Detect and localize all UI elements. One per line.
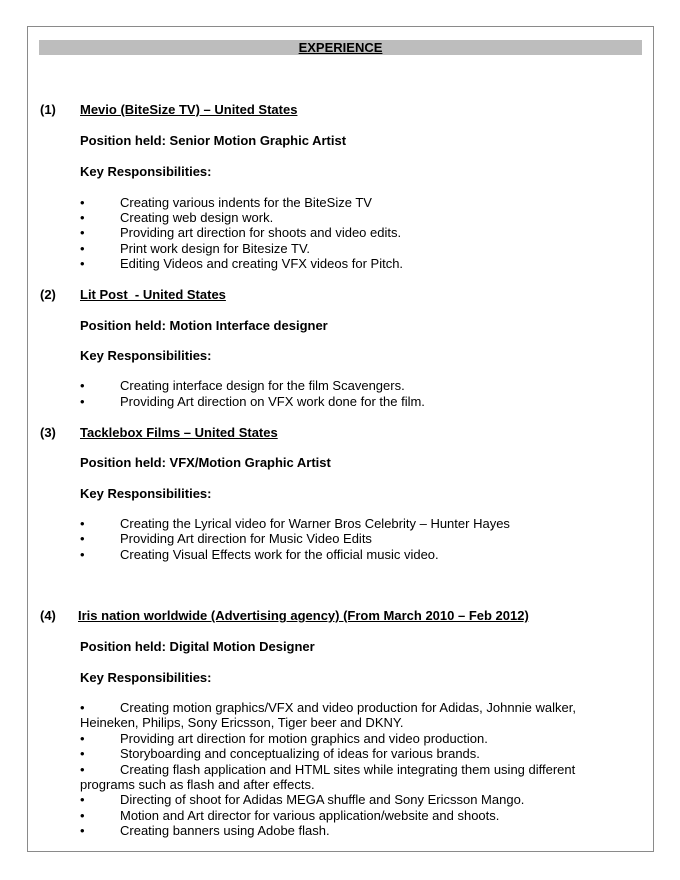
responsibility-item: Motion and Art director for various application/website and shoots. [120,808,500,823]
bullet-icon: • [80,731,85,746]
job-company: Lit Post - United States [80,287,226,302]
bullet-icon: • [80,195,85,210]
job-company: Iris nation worldwide (Advertising agency) (From March 2010 – Feb 2012) [78,608,529,623]
bullet-icon: • [80,378,85,393]
bullet-icon: • [80,762,85,777]
responsibility-item: Creating interface design for the film Scavengers. [120,378,405,393]
section-title: EXPERIENCE [298,40,383,55]
responsibility-item: Creating banners using Adobe flash. [120,823,330,838]
responsibility-item: Print work design for Bitesize TV. [120,241,311,256]
responsibility-item: Providing art direction for motion graphics and video production. [120,731,488,746]
responsibilities-heading: Key Responsibilities: [80,348,212,363]
bullet-icon: • [80,394,85,409]
bullet-icon: • [80,808,85,823]
bullet-icon: • [80,792,85,807]
responsibility-item: Creating Visual Effects work for the official music video. [120,547,439,562]
section-header-bar [39,40,642,55]
responsibilities-heading: Key Responsibilities: [80,486,212,501]
job-position: Position held: Motion Interface designer [80,318,328,333]
responsibility-item: Creating the Lyrical video for Warner Bros Celebrity – Hunter Hayes [120,516,510,531]
job-company: Mevio (BiteSize TV) – United States [80,102,298,117]
bullet-icon: • [80,256,85,271]
bullet-icon: • [80,531,85,546]
responsibility-item: Creating flash application and HTML sites while integrating them using different [120,762,576,777]
job-position: Position held: Digital Motion Designer [80,639,315,654]
bullet-icon: • [80,547,85,562]
responsibility-item: Creating motion graphics/VFX and video production for Adidas, Johnnie walker, [120,700,576,715]
responsibilities-heading: Key Responsibilities: [80,670,212,685]
job-position: Position held: Senior Motion Graphic Artist [80,133,347,148]
responsibility-item: Storyboarding and conceptualizing of ideas for various brands. [120,746,480,761]
responsibility-item: Directing of shoot for Adidas MEGA shuffle and Sony Ericsson Mango. [120,792,525,807]
bullet-icon: • [80,241,85,256]
bullet-icon: • [80,210,85,225]
job-company: Tacklebox Films – United States [80,425,278,440]
responsibility-item: Providing Art direction for Music Video Edits [120,531,372,546]
responsibility-item: Creating various indents for the BiteSize TV [120,195,372,210]
bullet-icon: • [80,516,85,531]
job-number: (1) [40,102,56,117]
job-number: (4) [40,608,56,623]
bullet-icon: • [80,225,85,240]
bullet-icon: • [80,823,85,838]
responsibilities-heading: Key Responsibilities: [80,164,212,179]
job-number: (3) [40,425,56,440]
responsibility-item: Providing art direction for shoots and video edits. [120,225,402,240]
responsibility-item: Editing Videos and creating VFX videos for Pitch. [120,256,404,271]
responsibility-item-continued: programs such as flash and after effects. [80,777,315,792]
bullet-icon: • [80,700,85,715]
responsibility-item-continued: Heineken, Philips, Sony Ericsson, Tiger beer and DKNY. [80,715,404,730]
responsibility-item: Creating web design work. [120,210,274,225]
job-number: (2) [40,287,56,302]
responsibility-item: Providing Art direction on VFX work done for the film. [120,394,425,409]
bullet-icon: • [80,746,85,761]
job-position: Position held: VFX/Motion Graphic Artist [80,455,331,470]
